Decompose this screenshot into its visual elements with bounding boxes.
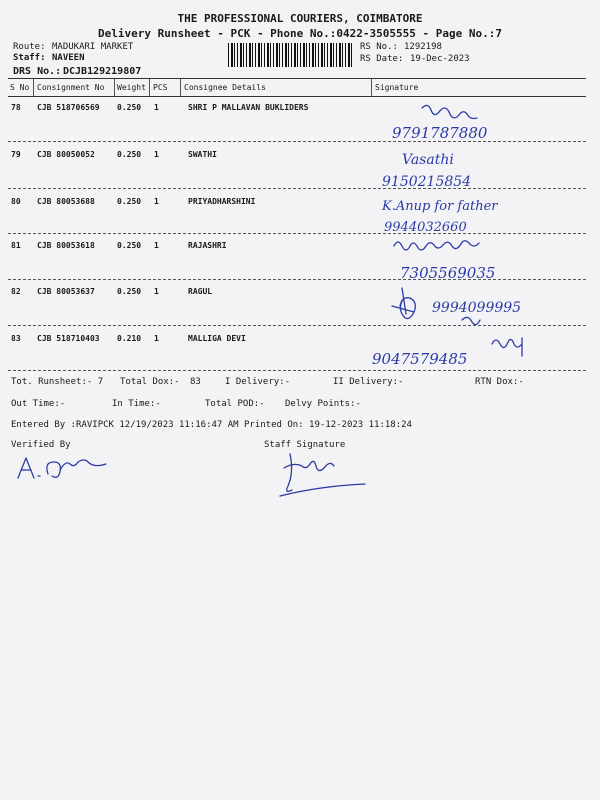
rs-date-label: RS Date: [360,54,404,64]
entered-by: Entered By :RAVIPCK 12/19/2023 11:16:47 AM [11,420,239,430]
staff-value: NAVEEN [52,53,85,63]
row-pcs: 1 [154,287,159,296]
row-weight: 0.250 [117,103,142,112]
row-consignment: CJB 518706569 [37,103,100,112]
verified-by-signature [14,452,110,486]
rs-date-value: 19-Dec-2023 [410,54,470,64]
signature-phone: 9047579485 [372,350,468,368]
row-weight: 0.250 [117,197,142,206]
row-sno: 78 [11,103,21,112]
row-consignment: CJB 80053688 [37,197,95,206]
staff-signature-label: Staff Signature [264,440,346,450]
column-divider [114,79,115,96]
row-sno: 80 [11,197,21,206]
total-pod: Total POD:- [205,399,265,409]
signature-phone: 9944032660 [384,220,467,235]
row-sno: 81 [11,241,21,250]
rs-no-label: RS No.: [360,42,398,52]
route-label: Route: [13,42,46,52]
in-time: In Time:- [112,399,161,409]
signature-name: K.Anup for father [382,199,498,214]
row-consignee: MALLIGA DEVI [188,334,246,343]
row-weight: 0.210 [117,334,142,343]
row-consignment: CJB 80053637 [37,287,95,296]
signature-phone: 9150215854 [382,174,472,190]
barcode [228,43,354,67]
rs-no-value: 1292198 [404,42,442,52]
row-consignment: CJB 518710403 [37,334,100,343]
total-dox-label: Total Dox:- [120,377,180,387]
column-divider [33,79,34,96]
runsheet-title: Delivery Runsheet - PCK - Phone No.:0422-3505555 - Page No.:7 [98,27,502,40]
signature-name: Vasathi [402,152,454,168]
out-time: Out Time:- [11,399,66,409]
route-value: MADUKARI MARKET [52,42,134,52]
row-consignee: RAGUL [188,287,213,296]
printed-on: Printed On: 19-12-2023 11:18:24 [244,420,412,430]
row-sno: 79 [11,150,21,159]
row-separator [8,370,586,371]
row-pcs: 1 [154,150,159,159]
row-pcs: 1 [154,334,159,343]
staff-signature [270,450,380,498]
col-weight: Weight [117,83,146,92]
delvy-points: Delvy Points:- [285,399,361,409]
row-weight: 0.250 [117,150,142,159]
row-consignment: CJB 80050052 [37,150,95,159]
table-top-border [8,78,586,79]
row-sno: 82 [11,287,21,296]
row-consignee: RAJASHRI [188,241,227,250]
row-consignee: SHRI P MALLAVAN BUKLIDERS [188,103,309,112]
row-weight: 0.250 [117,241,142,250]
handwritten-signatures [372,98,592,370]
signature-phone: 9791787880 [392,124,488,142]
signature-phone: 7305569035 [400,264,496,282]
row-weight: 0.250 [117,287,142,296]
drs-label: DRS No.: [13,66,62,77]
drs-value: DCJB129219807 [63,66,142,77]
column-divider [180,79,181,96]
row-pcs: 1 [154,103,159,112]
i-delivery: I Delivery:- [225,377,291,387]
row-consignment: CJB 80053618 [37,241,95,250]
column-divider [371,79,372,96]
verified-by-label: Verified By [11,440,71,450]
row-pcs: 1 [154,197,159,206]
col-consignment: Consignment No [37,83,105,92]
table-header-border [8,96,586,97]
total-dox-value: 83 [190,377,201,387]
row-consignee: PRIYADHARSHINI [188,197,256,206]
col-pcs: PCS [153,83,168,92]
rtn-dox: RTN Dox:- [475,377,524,387]
col-signature: Signature [375,83,419,92]
staff-label: Staff: [13,53,46,63]
row-pcs: 1 [154,241,159,250]
col-sno: S No [10,83,30,92]
column-divider [149,79,150,96]
col-consignee: Consignee Details [184,83,266,92]
row-consignee: SWATHI [188,150,217,159]
ii-delivery: II Delivery:- [333,377,404,387]
row-sno: 83 [11,334,21,343]
tot-runsheet: Tot. Runsheet:- 7 [11,377,104,387]
company-title: THE PROFESSIONAL COURIERS, COIMBATORE [177,12,423,25]
signature-phone: 9994099995 [432,300,522,316]
